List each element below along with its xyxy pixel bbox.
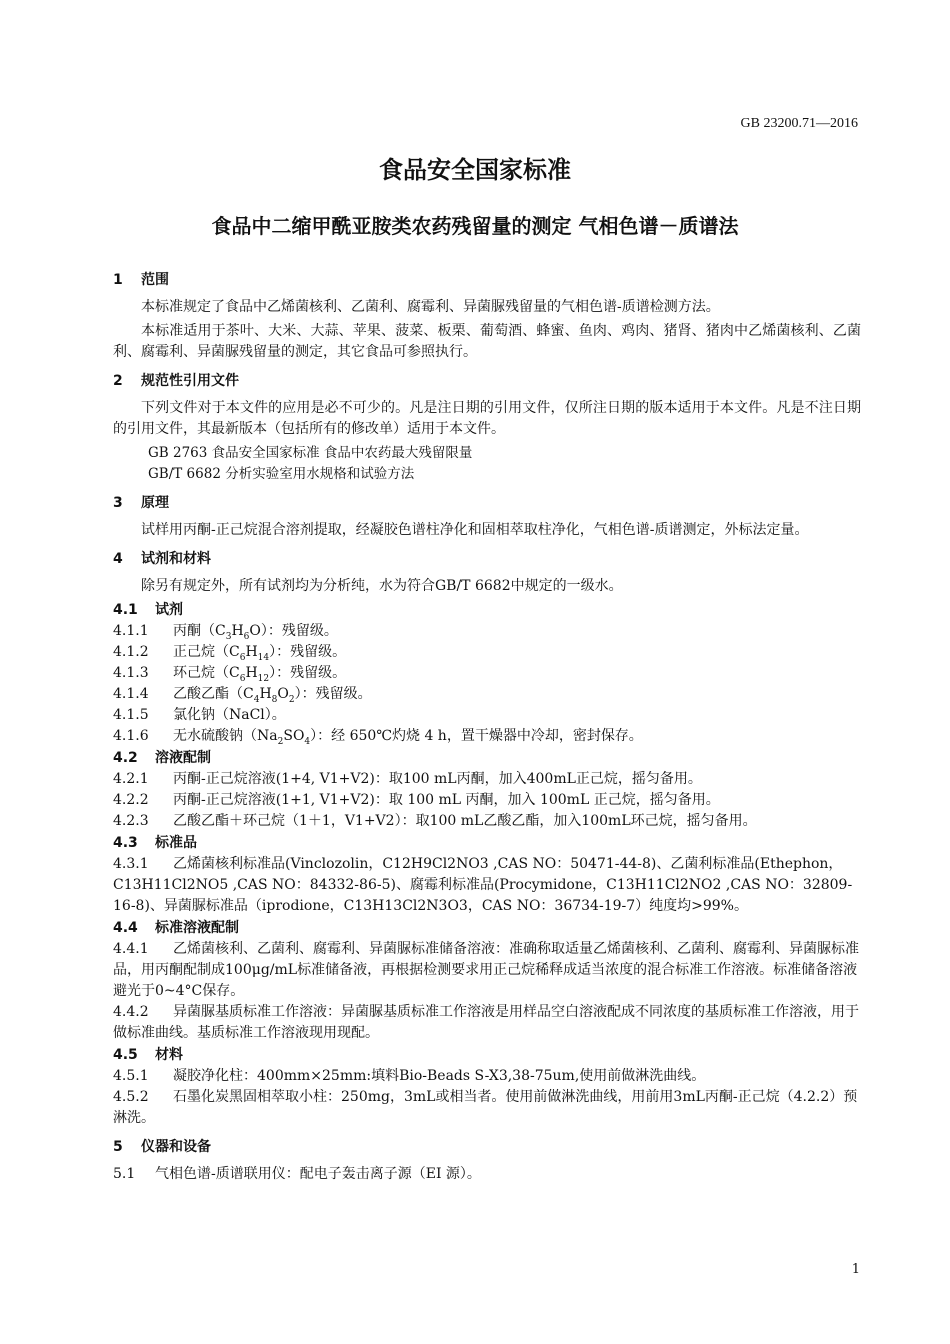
subsection-title: 标准溶液配制 [155, 920, 239, 936]
section-title: 仪器和设备 [141, 1139, 211, 1155]
item-text: 异菌脲基质标准工作溶液：异菌脲基质标准工作溶液是用样品空白溶液配成不同浓度的基质标准工作溶液，用于做标准曲线。基质标准工作溶液现用现配。 [113, 1004, 859, 1041]
list-item [113, 811, 861, 832]
chemical-formula: $C_3H_6O$ [215, 623, 261, 642]
reference-item: GB/T 6682 分析实验室用水规格和试验方法 [148, 466, 415, 482]
item-text: 乙烯菌核利标准品(Vinclozolin，C12H9Cl2NO3 ,CAS NO：50471-44-8)、乙菌利标准品(Ethephon，C13H11Cl2NO5 ,CAS NO：84332-86-5)、腐霉利标准品(Procymidone，C13H11Cl2NO2 ,CAS NO：32809-16-8)、异菌脲标准品（iprodione，C13H13Cl2N3O3，CAS NO：36734-19-7）纯度均>99%。 [113, 856, 853, 914]
paragraph: 本标准规定了食品中乙烯菌核利、乙菌利、腐霉利、异菌脲残留量的气相色谱-质谱检测方法。 [141, 299, 720, 315]
list-item [113, 1002, 861, 1044]
item-text: 石墨化炭黑固相萃取小柱：250mg，3mL或相当者。使用前做淋洗曲线，用前用3mL丙酮-正己烷（4.2.2）预淋洗。 [113, 1089, 858, 1126]
chemical-formula: $C_4H_8O_2$ [243, 686, 295, 705]
document-body [113, 262, 861, 1185]
item-text: 乙酸乙酯（ [173, 686, 243, 702]
item-number: 4.1.1 [113, 623, 149, 639]
subsection-title: 试剂 [155, 602, 183, 618]
subsection-title: 材料 [155, 1047, 183, 1063]
item-text: 乙酸乙酯＋环己烷（1＋1，V1+V2）：取100 mL乙酸乙酯，加入100mL环己烷，摇匀备用。 [173, 813, 757, 829]
standard-number: GB 23200.71—2016 [740, 116, 858, 131]
section-heading-apparatus [113, 1137, 861, 1158]
item-number: 4.5.2 [113, 1089, 149, 1105]
item-number: 4.4.2 [113, 1004, 149, 1020]
item-text: 丙酮-正己烷溶液(1+4, V1+V2)：取100 mL丙酮，加入400mL正己烷，摇匀备用。 [173, 771, 702, 787]
document-subtitle: 食品中二缩甲酰亚胺类农药残留量的测定 气相色谱－质谱法 [211, 214, 739, 238]
list-item [113, 726, 861, 747]
subsection-heading [113, 1045, 861, 1066]
subsection-title: 标准品 [155, 835, 197, 851]
item-number: 4.1.4 [113, 686, 149, 702]
item-number: 5.1 [113, 1166, 136, 1182]
section-title: 规范性引用文件 [141, 373, 239, 389]
item-text: 气相色谱-质谱联用仪：配电子轰击离子源（EI 源）。 [155, 1166, 481, 1182]
paragraph: 除另有规定外，所有试剂均为分析纯，水为符合GB/T 6682中规定的一级水。 [141, 578, 623, 594]
page-number: 1 [851, 1262, 860, 1277]
item-number: 4.5.1 [113, 1068, 149, 1084]
paragraph: 试样用丙酮-正己烷混合溶剂提取，经凝胶色谱柱净化和固相萃取柱净化，气相色谱-质谱测定，外标法定量。 [141, 522, 809, 538]
item-number: 4.3.1 [113, 856, 149, 872]
item-text: 氯化钠（NaCl）。 [173, 707, 286, 723]
list-item [113, 663, 861, 684]
list-item [113, 1066, 861, 1087]
paragraph: 下列文件对于本文件的应用是必不可少的。凡是注日期的引用文件，仅所注日期的版本适用于本文件。凡是不注日期的引用文件，其最新版本（包括所有的修改单）适用于本文件。 [113, 400, 861, 437]
section-title: 原理 [141, 495, 169, 511]
chemical-formula: $Na_2SO_4$ [257, 728, 311, 747]
list-item [113, 642, 861, 663]
subsection-heading [113, 748, 861, 769]
list-item [113, 854, 861, 917]
item-number: 4.2.2 [113, 792, 149, 808]
subsection-number: 4.1 [113, 602, 138, 618]
subsection-number: 4.3 [113, 835, 138, 851]
section-number: 4 [113, 551, 123, 567]
item-text: ）：经 650℃灼烧 4 h，置干燥器中冷却，密封保存。 [310, 728, 643, 744]
section-number: 3 [113, 495, 123, 511]
item-text: 无水硫酸钠（ [173, 728, 257, 744]
section-number: 1 [113, 272, 123, 288]
subsection-heading [113, 833, 861, 854]
item-number: 4.2.3 [113, 813, 149, 829]
item-text: 环己烷（ [173, 665, 229, 681]
item-number: 4.1.6 [113, 728, 149, 744]
item-number: 4.1.3 [113, 665, 149, 681]
list-item [113, 621, 861, 642]
section-heading-reagents [113, 549, 861, 570]
item-number: 4.1.2 [113, 644, 149, 660]
section-number: 2 [113, 373, 123, 389]
list-item [113, 769, 861, 790]
item-text: ）：残留级。 [260, 623, 338, 639]
item-text: 丙酮（ [173, 623, 215, 639]
document-title: 食品安全国家标准 [379, 156, 571, 184]
section-title: 试剂和材料 [141, 551, 211, 567]
list-item [113, 1164, 861, 1185]
subsection-number: 4.4 [113, 920, 138, 936]
subsection-number: 4.2 [113, 750, 138, 766]
subsection-number: 4.5 [113, 1047, 138, 1063]
item-text: ）：残留级。 [269, 665, 347, 681]
item-number: 4.4.1 [113, 941, 149, 957]
section-heading-principle [113, 493, 861, 514]
section-title: 范围 [141, 272, 169, 288]
list-item [113, 705, 861, 726]
item-text: ）：残留级。 [269, 644, 347, 660]
section-number: 5 [113, 1139, 123, 1155]
item-text: ）：残留级。 [294, 686, 372, 702]
reference-item: GB 2763 食品安全国家标准 食品中农药最大残留限量 [148, 445, 473, 461]
list-item [113, 684, 861, 705]
list-item [113, 939, 861, 1002]
subsection-heading [113, 600, 861, 621]
section-heading-scope [113, 270, 861, 291]
subsection-heading [113, 918, 861, 939]
subsection-title: 溶液配制 [155, 750, 211, 766]
paragraph: 本标准适用于茶叶、大米、大蒜、苹果、菠菜、板栗、葡萄酒、蜂蜜、鱼肉、鸡肉、猪肾、猪肉中乙烯菌核利、乙菌利、腐霉利、异菌脲残留量的测定，其它食品可参照执行。 [113, 323, 861, 360]
item-number: 4.2.1 [113, 771, 149, 787]
item-text: 凝胶净化柱：400mm×25mm:填料Bio-Beads S-X3,38-75um,使用前做淋洗曲线。 [173, 1068, 706, 1084]
item-text: 乙烯菌核利、乙菌利、腐霉利、异菌脲标准储备溶液：准确称取适量乙烯菌核利、乙菌利、腐霉利、异菌脲标准品，用丙酮配制成100μg/mL标准储备液，再根据检测要求用正己烷稀释成适当浓度的混合标准工作溶液。标准储备溶液避光于0~4°C保存。 [113, 941, 859, 999]
list-item [113, 790, 861, 811]
chemical-formula: $C_6H_{14}$ [229, 644, 270, 663]
item-text: 丙酮-正己烷溶液(1+1, V1+V2)：取 100 mL 丙酮，加入 100mL 正己烷，摇匀备用。 [173, 792, 720, 808]
section-heading-references [113, 371, 861, 392]
item-number: 4.1.5 [113, 707, 149, 723]
item-text: 正己烷（ [173, 644, 229, 660]
chemical-formula: $C_6H_{12}$ [229, 665, 270, 684]
list-item [113, 1087, 861, 1129]
